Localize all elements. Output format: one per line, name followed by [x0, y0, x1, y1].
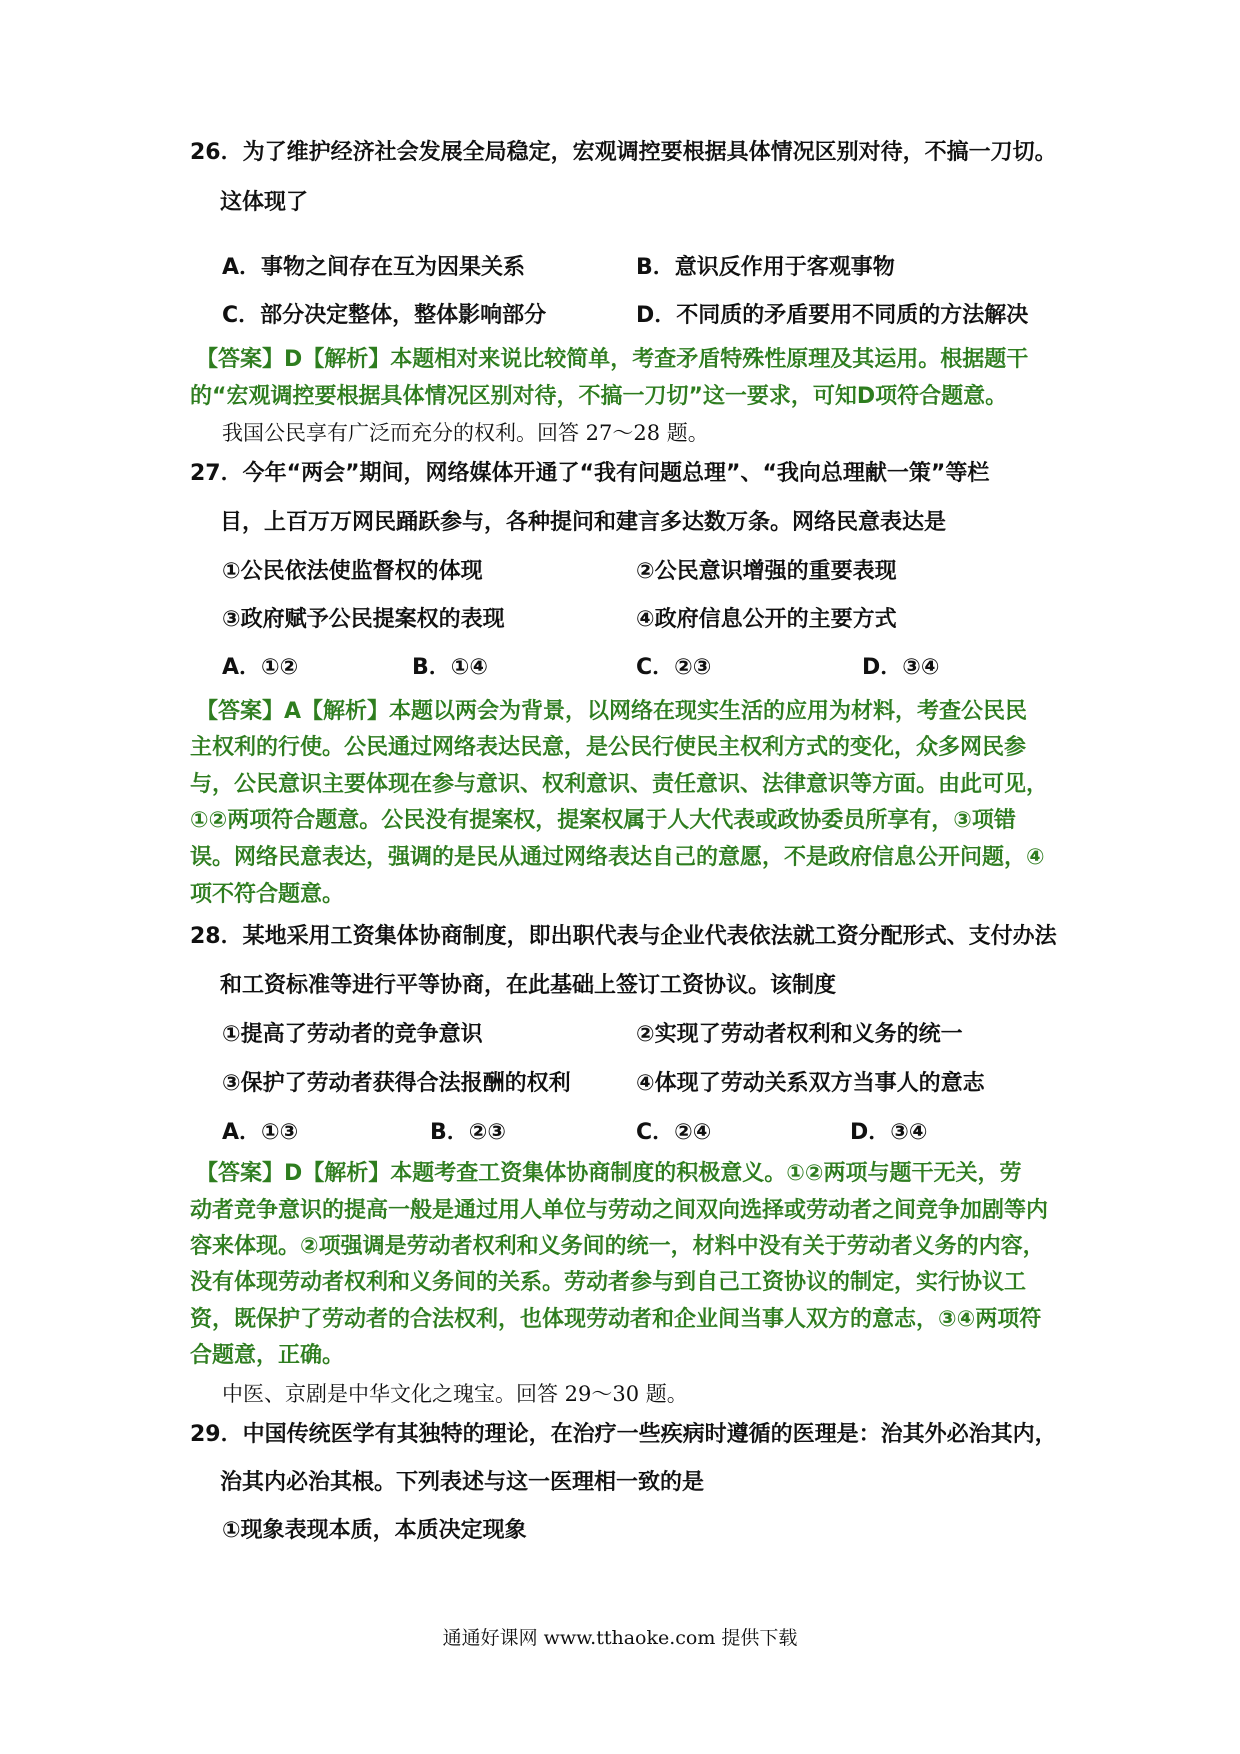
q27-item-2: ②公民意识增强的重要表现	[636, 559, 897, 584]
q28-answer-line-5: 资，既保护了劳动者的合法权利，也体现劳动者和企业间当事人双方的意志，③④两项符	[190, 1307, 1042, 1332]
intro-27-28: 我国公民享有广泛而充分的权利。回答 27～28 题。	[222, 421, 709, 445]
q28-answer-line-4: 没有体现劳动者权利和义务间的关系。劳动者参与到自己工资协议的制定，实行协议工	[190, 1270, 1027, 1295]
q28-option-d: D．③④	[850, 1120, 928, 1145]
q27-item-3: ③政府赋予公民提案权的表现	[222, 607, 505, 632]
q27-stem-line-1: 27．今年“两会”期间，网络媒体开通了“我有问题总理”、“我向总理献一策”等栏	[190, 461, 990, 486]
q27-item-4: ④政府信息公开的主要方式	[636, 607, 897, 632]
q28-item-2: ②实现了劳动者权利和义务的统一	[636, 1022, 963, 1047]
q27-option-b: B．①④	[412, 655, 489, 680]
q27-option-a: A．①②	[222, 655, 299, 680]
q27-option-d: D．③④	[862, 655, 940, 680]
q26-answer-line-2: 的“宏观调控要根据具体情况区别对待，不搞一刀切”这一要求，可知D项符合题意。	[190, 384, 1008, 409]
q28-answer-line-3: 容来体现。②项强调是劳动者权利和义务间的统一，材料中没有关于劳动者义务的内容，	[190, 1234, 1045, 1259]
q28-item-3: ③保护了劳动者获得合法报酬的权利	[222, 1071, 571, 1096]
q26-option-a: A．事物之间存在互为因果关系	[222, 255, 526, 280]
q29-item-1: ①现象表现本质，本质决定现象	[222, 1518, 527, 1543]
q27-stem-line-2: 目，上百万万网民踊跃参与，各种提问和建言多达数万条。网络民意表达是	[220, 510, 947, 535]
q28-answer-line-6: 合题意，正确。	[190, 1343, 345, 1368]
q27-answer-line-2: 主权利的行使。公民通过网络表达民意，是公民行使民主权利方式的变化，众多网民参	[190, 735, 1027, 760]
q26-answer-line-1: 【答案】D【解析】本题相对来说比较简单，考查矛盾特殊性原理及其运用。根据题干	[196, 347, 1029, 372]
q26-stem-line-2: 这体现了	[220, 190, 309, 215]
q26-option-c: C．部分决定整体，整体影响部分	[222, 303, 547, 328]
q29-stem-line-1: 29．中国传统医学有其独特的理论，在治疗一些疾病时遵循的医理是：治其外必治其内，	[190, 1422, 1057, 1447]
q27-answer-line-5: 误。网络民意表达，强调的是民从通过网络表达自己的意愿，不是政府信息公开问题，④	[190, 845, 1045, 870]
q26-stem-line-1: 26．为了维护经济社会发展全局稳定，宏观调控要根据具体情况区别对待，不搞一刀切。	[190, 140, 1057, 165]
q27-answer-line-6: 项不符合题意。	[190, 882, 345, 907]
q28-item-4: ④体现了劳动关系双方当事人的意志	[636, 1071, 985, 1096]
q28-stem-line-2: 和工资标准等进行平等协商，在此基础上签订工资协议。该制度	[220, 973, 837, 998]
intro-29-30: 中医、京剧是中华文化之瑰宝。回答 29～30 题。	[222, 1382, 688, 1406]
q26-option-b: B．意识反作用于客观事物	[636, 255, 895, 280]
q28-stem-line-1: 28．某地采用工资集体协商制度，即出职代表与企业代表依法就工资分配形式、支付办法	[190, 924, 1057, 949]
q28-option-a: A．①③	[222, 1120, 299, 1145]
q28-item-1: ①提高了劳动者的竞争意识	[222, 1022, 483, 1047]
q28-answer-line-1: 【答案】D【解析】本题考查工资集体协商制度的积极意义。①②两项与题干无关，劳	[196, 1161, 1022, 1186]
q27-item-1: ①公民依法使监督权的体现	[222, 559, 483, 584]
q27-answer-line-3: 与，公民意识主要体现在参与意识、权利意识、责任意识、法律意识等方面。由此可见，	[190, 772, 1049, 797]
q28-answer-line-2: 动者竞争意识的提高一般是通过用人单位与劳动之间双向选择或劳动者之间竞争加剧等内	[190, 1198, 1049, 1223]
q27-answer-line-4: ①②两项符合题意。公民没有提案权，提案权属于人大代表或政协委员所享有，③项错	[190, 808, 1016, 833]
q29-stem-line-2: 治其内必治其根。下列表述与这一医理相一致的是	[220, 1470, 705, 1495]
q26-option-d: D．不同质的矛盾要用不同质的方法解决	[636, 303, 1029, 328]
q28-option-b: B．②③	[430, 1120, 507, 1145]
q27-answer-line-1: 【答案】A【解析】本题以两会为背景，以网络在现实生活的应用为材料，考查公民民	[196, 699, 1028, 724]
q27-option-c: C．②③	[636, 655, 712, 680]
page-footer: 通通好课网 www.tthaoke.com 提供下载	[442, 1627, 798, 1649]
q28-option-c: C．②④	[636, 1120, 712, 1145]
